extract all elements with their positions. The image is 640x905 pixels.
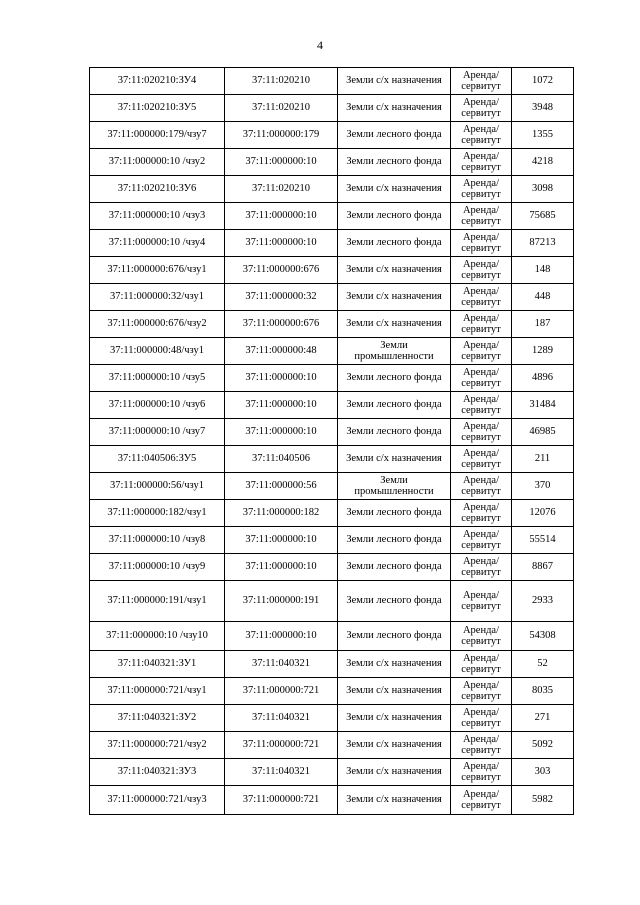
area-cell: 187 [512, 311, 574, 338]
table-row [90, 284, 574, 311]
right-type-cell: Аренда/ сервитут [451, 554, 512, 581]
cadastral-number-cell: 37:11:040506:ЗУ5 [90, 446, 225, 473]
area-cell: 8867 [512, 554, 574, 581]
land-category-cell: Земли с/х назначения [338, 651, 451, 678]
parent-cadastral-number-cell: 37:11:000000:179 [225, 122, 338, 149]
parent-cadastral-number-cell: 37:11:000000:10 [225, 622, 338, 651]
area-cell: 148 [512, 257, 574, 284]
right-type-cell: Аренда/ сервитут [451, 732, 512, 759]
table-row [90, 311, 574, 338]
cadastral-number-cell: 37:11:020210:ЗУ4 [90, 68, 225, 95]
table-row [90, 149, 574, 176]
land-category-cell: Земли с/х назначения [338, 446, 451, 473]
cadastral-number-cell: 37:11:000000:10 /чзу6 [90, 392, 225, 419]
parent-cadastral-number-cell: 37:11:000000:676 [225, 311, 338, 338]
cadastral-number-cell: 37:11:000000:10 /чзу10 [90, 622, 225, 651]
parent-cadastral-number-cell: 37:11:000000:10 [225, 203, 338, 230]
land-category-cell: Земли с/х назначения [338, 284, 451, 311]
land-category-cell: Земли с/х назначения [338, 257, 451, 284]
parent-cadastral-number-cell: 37:11:000000:10 [225, 419, 338, 446]
area-cell: 46985 [512, 419, 574, 446]
cadastral-number-cell: 37:11:000000:721/чзу1 [90, 678, 225, 705]
parent-cadastral-number-cell: 37:11:000000:48 [225, 338, 338, 365]
parent-cadastral-number-cell: 37:11:040506 [225, 446, 338, 473]
area-cell: 1289 [512, 338, 574, 365]
land-category-cell: Земли лесного фонда [338, 203, 451, 230]
right-type-cell: Аренда/ сервитут [451, 149, 512, 176]
land-category-cell: Земли лесного фонда [338, 365, 451, 392]
table-row [90, 622, 574, 651]
area-cell: 31484 [512, 392, 574, 419]
right-type-cell: Аренда/ сервитут [451, 622, 512, 651]
table-row [90, 365, 574, 392]
area-cell: 5092 [512, 732, 574, 759]
cadastral-number-cell: 37:11:000000:10 /чзу8 [90, 527, 225, 554]
parent-cadastral-number-cell: 37:11:000000:56 [225, 473, 338, 500]
right-type-cell: Аренда/ сервитут [451, 68, 512, 95]
parent-cadastral-number-cell: 37:11:000000:10 [225, 149, 338, 176]
right-type-cell: Аренда/ сервитут [451, 365, 512, 392]
cadastral-number-cell: 37:11:020210:ЗУ5 [90, 95, 225, 122]
land-category-cell: Земли лесного фонда [338, 622, 451, 651]
cadastral-number-cell: 37:11:040321:ЗУ3 [90, 759, 225, 786]
table-row [90, 230, 574, 257]
land-category-cell: Земли промышленности [338, 473, 451, 500]
table-row [90, 419, 574, 446]
right-type-cell: Аренда/ сервитут [451, 203, 512, 230]
right-type-cell: Аренда/ сервитут [451, 651, 512, 678]
land-category-cell: Земли с/х назначения [338, 68, 451, 95]
right-type-cell: Аренда/ сервитут [451, 257, 512, 284]
right-type-cell: Аренда/ сервитут [451, 176, 512, 203]
parent-cadastral-number-cell: 37:11:000000:10 [225, 230, 338, 257]
land-category-cell: Земли с/х назначения [338, 759, 451, 786]
right-type-cell: Аренда/ сервитут [451, 122, 512, 149]
page-number: 4 [317, 38, 323, 52]
table-row [90, 554, 574, 581]
land-category-cell: Земли с/х назначения [338, 705, 451, 732]
table-row [90, 392, 574, 419]
land-category-cell: Земли лесного фонда [338, 149, 451, 176]
table-row [90, 651, 574, 678]
parent-cadastral-number-cell: 37:11:000000:676 [225, 257, 338, 284]
cadastral-number-cell: 37:11:020210:ЗУ6 [90, 176, 225, 203]
right-type-cell: Аренда/ сервитут [451, 473, 512, 500]
parent-cadastral-number-cell: 37:11:040321 [225, 651, 338, 678]
right-type-cell: Аренда/ сервитут [451, 759, 512, 786]
area-cell: 4218 [512, 149, 574, 176]
area-cell: 271 [512, 705, 574, 732]
table-row [90, 473, 574, 500]
area-cell: 1072 [512, 68, 574, 95]
parent-cadastral-number-cell: 37:11:000000:721 [225, 678, 338, 705]
cadastral-number-cell: 37:11:000000:179/чзу7 [90, 122, 225, 149]
area-cell: 8035 [512, 678, 574, 705]
cadastral-number-cell: 37:11:000000:10 /чзу3 [90, 203, 225, 230]
right-type-cell: Аренда/ сервитут [451, 446, 512, 473]
land-category-cell: Земли лесного фонда [338, 527, 451, 554]
land-category-cell: Земли лесного фонда [338, 122, 451, 149]
parent-cadastral-number-cell: 37:11:040321 [225, 759, 338, 786]
area-cell: 1355 [512, 122, 574, 149]
cadastral-number-cell: 37:11:000000:10 /чзу5 [90, 365, 225, 392]
area-cell: 370 [512, 473, 574, 500]
table-row [90, 68, 574, 95]
right-type-cell: Аренда/ сервитут [451, 311, 512, 338]
cadastral-number-cell: 37:11:000000:721/чзу3 [90, 786, 225, 815]
table-row [90, 95, 574, 122]
cadastral-number-cell: 37:11:000000:56/чзу1 [90, 473, 225, 500]
parent-cadastral-number-cell: 37:11:000000:10 [225, 554, 338, 581]
table-row [90, 122, 574, 149]
cadastral-number-cell: 37:11:000000:10 /чзу7 [90, 419, 225, 446]
land-category-cell: Земли лесного фонда [338, 500, 451, 527]
parent-cadastral-number-cell: 37:11:000000:721 [225, 786, 338, 815]
parent-cadastral-number-cell: 37:11:000000:10 [225, 392, 338, 419]
cadastral-number-cell: 37:11:000000:721/чзу2 [90, 732, 225, 759]
area-cell: 52 [512, 651, 574, 678]
cadastral-number-cell: 37:11:000000:10 /чзу9 [90, 554, 225, 581]
table-row [90, 759, 574, 786]
area-cell: 5982 [512, 786, 574, 815]
right-type-cell: Аренда/ сервитут [451, 392, 512, 419]
land-category-cell: Земли лесного фонда [338, 554, 451, 581]
land-category-cell: Земли лесного фонда [338, 230, 451, 257]
parent-cadastral-number-cell: 37:11:040321 [225, 705, 338, 732]
parent-cadastral-number-cell: 37:11:000000:721 [225, 732, 338, 759]
area-cell: 87213 [512, 230, 574, 257]
land-plots-table [89, 67, 574, 815]
area-cell: 54308 [512, 622, 574, 651]
area-cell: 3948 [512, 95, 574, 122]
parent-cadastral-number-cell: 37:11:000000:182 [225, 500, 338, 527]
right-type-cell: Аренда/ сервитут [451, 786, 512, 815]
table-row [90, 581, 574, 622]
land-category-cell: Земли с/х назначения [338, 786, 451, 815]
right-type-cell: Аренда/ сервитут [451, 527, 512, 554]
cadastral-number-cell: 37:11:000000:10 /чзу2 [90, 149, 225, 176]
parent-cadastral-number-cell: 37:11:020210 [225, 176, 338, 203]
land-category-cell: Земли лесного фонда [338, 581, 451, 622]
land-category-cell: Земли с/х назначения [338, 95, 451, 122]
parent-cadastral-number-cell: 37:11:000000:10 [225, 365, 338, 392]
right-type-cell: Аренда/ сервитут [451, 678, 512, 705]
cadastral-number-cell: 37:11:000000:32/чзу1 [90, 284, 225, 311]
cadastral-number-cell: 37:11:000000:676/чзу1 [90, 257, 225, 284]
land-category-cell: Земли промышленности [338, 338, 451, 365]
table-row [90, 257, 574, 284]
area-cell: 303 [512, 759, 574, 786]
land-category-cell: Земли лесного фонда [338, 392, 451, 419]
table-row [90, 446, 574, 473]
area-cell: 55514 [512, 527, 574, 554]
right-type-cell: Аренда/ сервитут [451, 284, 512, 311]
area-cell: 12076 [512, 500, 574, 527]
right-type-cell: Аренда/ сервитут [451, 338, 512, 365]
area-cell: 3098 [512, 176, 574, 203]
area-cell: 448 [512, 284, 574, 311]
cadastral-number-cell: 37:11:000000:191/чзу1 [90, 581, 225, 622]
cadastral-number-cell: 37:11:040321:ЗУ2 [90, 705, 225, 732]
land-category-cell: Земли с/х назначения [338, 311, 451, 338]
land-category-cell: Земли с/х назначения [338, 678, 451, 705]
parent-cadastral-number-cell: 37:11:000000:191 [225, 581, 338, 622]
table-row [90, 176, 574, 203]
table-row [90, 527, 574, 554]
right-type-cell: Аренда/ сервитут [451, 705, 512, 732]
table-row [90, 678, 574, 705]
land-category-cell: Земли с/х назначения [338, 176, 451, 203]
cadastral-number-cell: 37:11:000000:676/чзу2 [90, 311, 225, 338]
parent-cadastral-number-cell: 37:11:000000:10 [225, 527, 338, 554]
table-row [90, 500, 574, 527]
land-category-cell: Земли лесного фонда [338, 419, 451, 446]
area-cell: 75685 [512, 203, 574, 230]
right-type-cell: Аренда/ сервитут [451, 95, 512, 122]
table-row [90, 203, 574, 230]
right-type-cell: Аренда/ сервитут [451, 230, 512, 257]
land-category-cell: Земли с/х назначения [338, 732, 451, 759]
table-row [90, 705, 574, 732]
table-row [90, 338, 574, 365]
area-cell: 211 [512, 446, 574, 473]
table-row [90, 732, 574, 759]
right-type-cell: Аренда/ сервитут [451, 500, 512, 527]
parent-cadastral-number-cell: 37:11:020210 [225, 68, 338, 95]
right-type-cell: Аренда/ сервитут [451, 581, 512, 622]
parent-cadastral-number-cell: 37:11:020210 [225, 95, 338, 122]
cadastral-number-cell: 37:11:000000:10 /чзу4 [90, 230, 225, 257]
parent-cadastral-number-cell: 37:11:000000:32 [225, 284, 338, 311]
area-cell: 4896 [512, 365, 574, 392]
cadastral-number-cell: 37:11:040321:ЗУ1 [90, 651, 225, 678]
right-type-cell: Аренда/ сервитут [451, 419, 512, 446]
area-cell: 2933 [512, 581, 574, 622]
cadastral-number-cell: 37:11:000000:182/чзу1 [90, 500, 225, 527]
table-row [90, 786, 574, 815]
cadastral-number-cell: 37:11:000000:48/чзу1 [90, 338, 225, 365]
